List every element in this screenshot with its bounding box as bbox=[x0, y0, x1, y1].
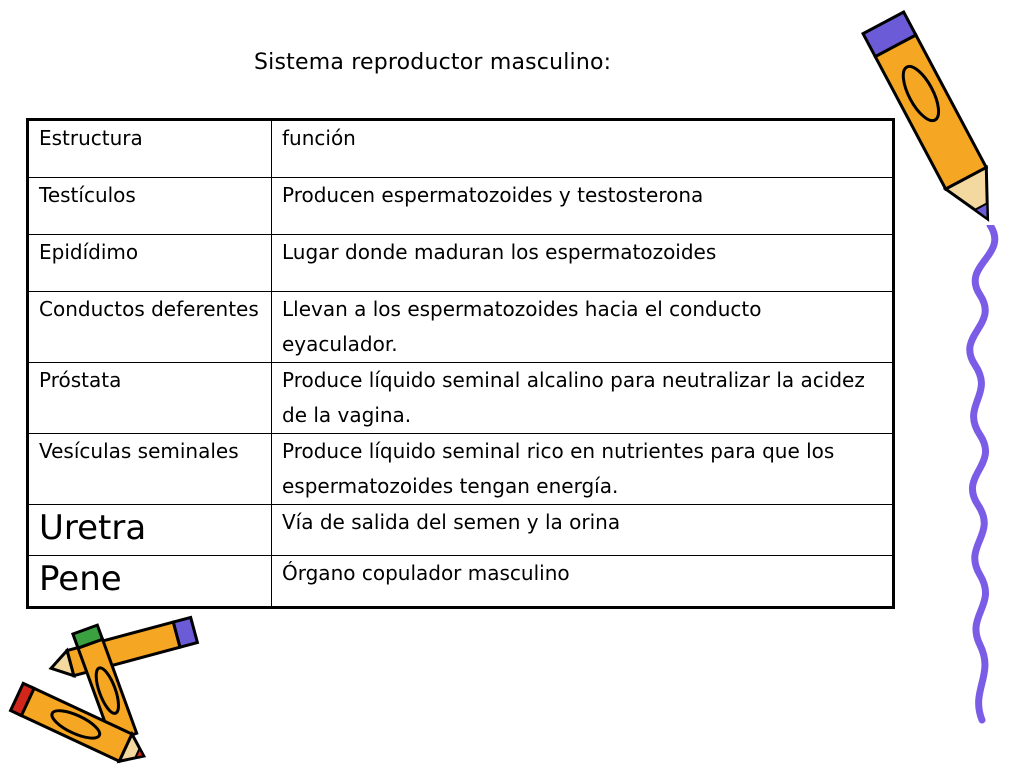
cell-funcion: Vía de salida del semen y la orina bbox=[272, 505, 894, 556]
cell-estructura: Pene bbox=[28, 556, 272, 608]
cell-estructura: Uretra bbox=[28, 505, 272, 556]
cell-funcion: Lugar donde maduran los espermatozoides bbox=[272, 235, 894, 292]
cell-estructura: Epidídimo bbox=[28, 235, 272, 292]
table-header-row bbox=[28, 120, 894, 178]
table-row bbox=[28, 505, 894, 556]
cell-funcion: Producen espermatozoides y testosterona bbox=[272, 178, 894, 235]
cell-funcion: Órgano copulador masculino bbox=[272, 556, 894, 608]
cell-estructura: Vesículas seminales bbox=[28, 434, 272, 505]
table-row bbox=[28, 556, 894, 608]
header-estructura: Estructura bbox=[28, 120, 272, 178]
structure-function-table bbox=[26, 118, 895, 609]
pencil-icon bbox=[860, 0, 1010, 245]
table-row bbox=[28, 235, 894, 292]
table-row bbox=[28, 292, 894, 363]
table-row bbox=[28, 434, 894, 505]
table-row bbox=[28, 178, 894, 235]
cell-funcion: Llevan a los espermatozoides hacia el conducto eyaculador. bbox=[272, 292, 894, 363]
slide-title: Sistema reproductor masculino: bbox=[254, 50, 612, 75]
header-funcion: función bbox=[272, 120, 894, 178]
cell-funcion: Produce líquido seminal rico en nutrientes para que los espermatozoides tengan energía. bbox=[272, 434, 894, 505]
table-row bbox=[28, 363, 894, 434]
cell-estructura: Testículos bbox=[28, 178, 272, 235]
cell-estructura: Próstata bbox=[28, 363, 272, 434]
cell-estructura: Conductos deferentes bbox=[28, 292, 272, 363]
pencils-icon bbox=[0, 615, 210, 765]
cell-funcion: Produce líquido seminal alcalino para neutralizar la acidez de la vagina. bbox=[272, 363, 894, 434]
squiggle-line-icon bbox=[950, 225, 1024, 725]
